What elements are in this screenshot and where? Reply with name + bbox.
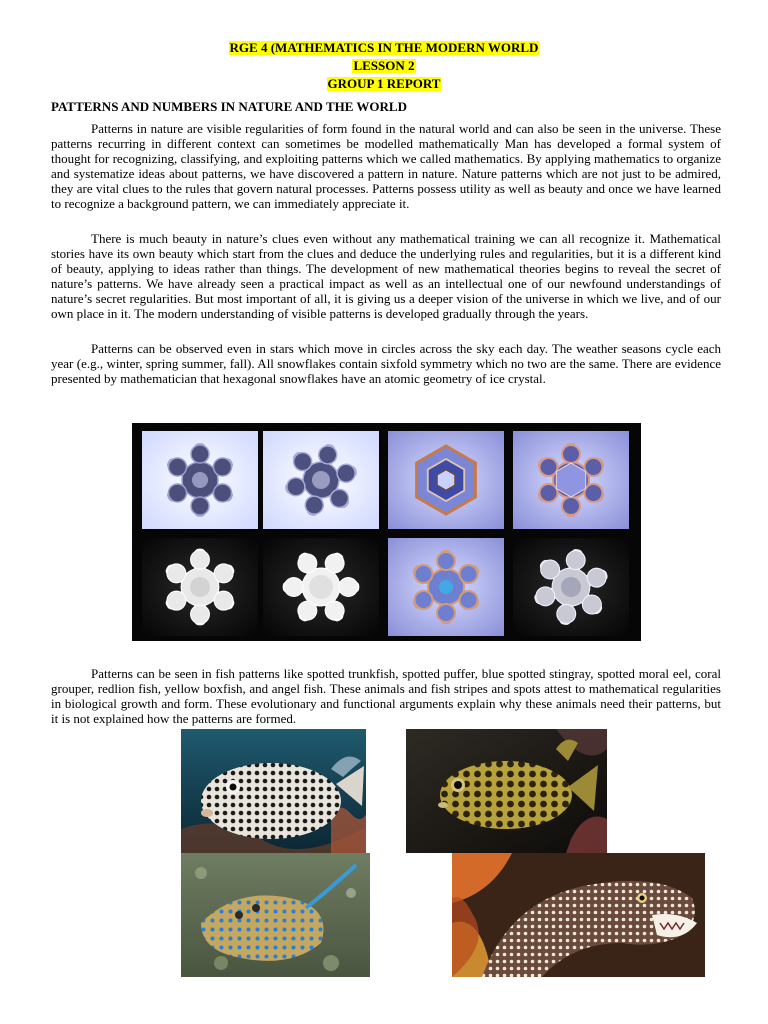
paragraph-beauty-of-clues: There is much beauty in nature’s clues even without any mathematical training we can all recognize it. Mathematical stories have its own beauty which start from the clues and deduce the underlying rules and regularities, but it is a different kind of beauty, applying to ideas rather than things. The development of new mathematical theories begins to reveal the secret of nature’s patterns. We have already seen a practical impact as well as an intellectual one of our newfound understandings of nature’s secret regularities. But most important of all, it is giving us a deeper vision of the universe in which we live, and of our own place in it. The modern understanding of visible patterns is developed gradually through the years. xyxy=(51,231,721,321)
report-header xyxy=(0,39,768,93)
paragraph-fish-patterns: Patterns can be seen in fish patterns like spotted trunkfish, spotted puffer, blue spotted stingray, spotted moral eel, coral grouper, redlion fish, yellow boxfish, and angel fish. These animals and fish stripes and spots attest to mathematical regularities in biological growth and form. These evolutionary and functional arguments explain why these animals need their patterns, but it is not explained how the patterns are formed. xyxy=(51,666,721,726)
spotted-trunkfish-photo xyxy=(181,729,366,853)
header-lesson: LESSON 2 xyxy=(353,58,415,73)
snowflake-image-grid xyxy=(132,423,641,641)
blue-spotted-stingray-photo xyxy=(181,853,370,977)
header-course-title: RGE 4 (MATHEMATICS IN THE MODERN WORLD xyxy=(229,40,539,55)
snowflake-photo xyxy=(142,431,258,529)
snowflake-photo xyxy=(513,538,629,636)
spotted-puffer-photo xyxy=(406,729,607,853)
paragraph-stars-snowflakes: Patterns can be observed even in stars which move in circles across the sky each day. The weather seasons cycle each year (e.g., winter, spring summer, fall). All snowflakes contain sixfold symmetry which no two are the same. There are evidence presented by mathematician that hexagonal snowflakes have an atomic geometry of ice crystal. xyxy=(51,341,721,386)
paragraph-patterns-definition: Patterns in nature are visible regularities of form found in the natural world and can also be seen in the universe. These patterns recurring in different context can sometimes be modelled mathematically Man has developed a formal system of thought for recognizing, classifying, and exploiting patterns which we called mathematics. By applying mathematics to organize and systematize ideas about patterns, we have discovered a pattern in nature. Nature patterns which are not just to be admired, they are vital clues to the rules that govern natural processes. Patterns possess utility as well as beauty and once we have learned to recognize a background pattern, we can immediately appreciate it. xyxy=(51,121,721,211)
section-heading: PATTERNS AND NUMBERS IN NATURE AND THE WORLD xyxy=(51,99,407,114)
snowflake-photo xyxy=(142,538,258,636)
snowflake-photo xyxy=(388,431,504,529)
snowflake-photo xyxy=(263,431,379,529)
header-group: GROUP 1 REPORT xyxy=(327,76,441,91)
snowflake-photo xyxy=(513,431,629,529)
snowflake-photo xyxy=(388,538,504,636)
snowflake-photo xyxy=(263,538,379,636)
spotted-moray-eel-photo xyxy=(452,853,705,977)
